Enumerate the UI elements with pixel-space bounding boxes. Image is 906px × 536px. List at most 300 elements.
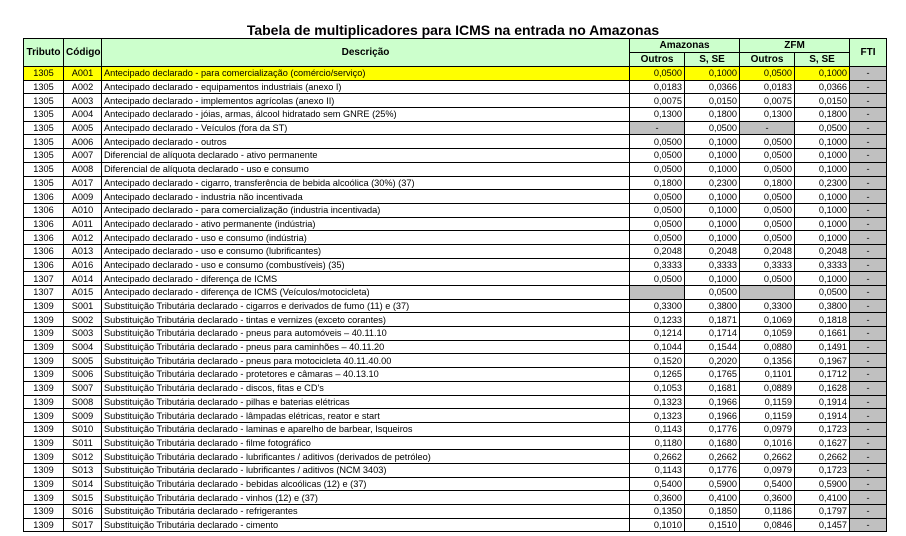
table-row xyxy=(24,272,887,286)
cell-descricao: Antecipado declarado - diferença de ICMS (Veículos/motocicleta) xyxy=(102,286,630,300)
cell-am-outros: 0,1520 xyxy=(630,354,685,368)
cell-tributo: 1306 xyxy=(24,203,64,217)
cell-descricao: Antecipado declarado - cigarro, transferência de bebida alcoólica (30%) (37) xyxy=(102,176,630,190)
cell-tributo: 1305 xyxy=(24,176,64,190)
table-row xyxy=(24,67,887,81)
cell-zfm-outros: 0,1016 xyxy=(740,436,795,450)
cell-tributo: 1307 xyxy=(24,272,64,286)
cell-tributo: 1305 xyxy=(24,108,64,122)
cell-zfm-outros: 0,0500 xyxy=(740,272,795,286)
table-row xyxy=(24,244,887,258)
cell-codigo: S005 xyxy=(64,354,102,368)
cell-tributo: 1309 xyxy=(24,354,64,368)
cell-descricao: Diferencial de alíquota declarado - uso e consumo xyxy=(102,162,630,176)
cell-am-outros: 0,0500 xyxy=(630,162,685,176)
cell-am-outros: 0,1180 xyxy=(630,436,685,450)
cell-zfm-outros: 0,0500 xyxy=(740,190,795,204)
cell-am-outros: 0,0075 xyxy=(630,94,685,108)
cell-zfm-sse: 0,1000 xyxy=(795,190,850,204)
cell-descricao: Antecipado declarado - jóias, armas, álcool hidratado sem GNRE (25%) xyxy=(102,108,630,122)
cell-tributo: 1305 xyxy=(24,162,64,176)
cell-codigo: A013 xyxy=(64,244,102,258)
cell-zfm-outros: 0,0183 xyxy=(740,80,795,94)
cell-zfm-sse: 0,2662 xyxy=(795,450,850,464)
cell-zfm-sse: 0,1000 xyxy=(795,217,850,231)
cell-tributo: 1309 xyxy=(24,505,64,519)
cell-zfm-outros: - xyxy=(740,121,795,135)
cell-tributo: 1306 xyxy=(24,231,64,245)
cell-am-outros: 0,0500 xyxy=(630,272,685,286)
cell-zfm-sse: 0,0150 xyxy=(795,94,850,108)
cell-descricao: Antecipado declarado - uso e consumo (combustíveis) (35) xyxy=(102,258,630,272)
cell-fti: - xyxy=(850,121,887,135)
cell-codigo: S003 xyxy=(64,327,102,341)
table-row xyxy=(24,108,887,122)
cell-codigo: S010 xyxy=(64,422,102,436)
cell-tributo: 1305 xyxy=(24,67,64,81)
cell-zfm-outros: 0,0979 xyxy=(740,463,795,477)
cell-fti: - xyxy=(850,491,887,505)
cell-am-sse: 0,2020 xyxy=(685,354,740,368)
cell-zfm-sse: 0,1800 xyxy=(795,108,850,122)
col-header-zfm-outros: Outros xyxy=(740,53,795,67)
table-row xyxy=(24,80,887,94)
cell-am-outros: 0,5400 xyxy=(630,477,685,491)
cell-zfm-sse: 0,0500 xyxy=(795,121,850,135)
cell-am-sse: 0,1000 xyxy=(685,135,740,149)
cell-tributo: 1309 xyxy=(24,518,64,532)
cell-codigo: A002 xyxy=(64,80,102,94)
cell-zfm-sse: 0,0500 xyxy=(795,286,850,300)
cell-am-sse: 0,1000 xyxy=(685,149,740,163)
cell-tributo: 1309 xyxy=(24,422,64,436)
cell-descricao: Antecipado declarado - uso e consumo (lubrificantes) xyxy=(102,244,630,258)
cell-tributo: 1309 xyxy=(24,463,64,477)
cell-codigo: S011 xyxy=(64,436,102,450)
cell-am-sse: 0,0500 xyxy=(685,121,740,135)
cell-zfm-outros: 0,0500 xyxy=(740,231,795,245)
cell-zfm-outros xyxy=(740,286,795,300)
cell-am-sse: 0,0500 xyxy=(685,286,740,300)
cell-tributo: 1306 xyxy=(24,190,64,204)
cell-codigo: S004 xyxy=(64,340,102,354)
table-row xyxy=(24,381,887,395)
table-row xyxy=(24,354,887,368)
cell-am-outros: 0,3600 xyxy=(630,491,685,505)
cell-descricao: Substituição Tributária declarado - discos, fitas e CD's xyxy=(102,381,630,395)
cell-tributo: 1309 xyxy=(24,340,64,354)
cell-fti: - xyxy=(850,149,887,163)
cell-am-outros: 0,0500 xyxy=(630,135,685,149)
cell-tributo: 1309 xyxy=(24,450,64,464)
cell-am-outros: 0,1323 xyxy=(630,409,685,423)
cell-fti: - xyxy=(850,299,887,313)
col-header-fti: FTI xyxy=(850,39,887,67)
cell-zfm-outros: 0,0500 xyxy=(740,67,795,81)
cell-zfm-sse: 0,1000 xyxy=(795,67,850,81)
cell-am-outros: 0,1233 xyxy=(630,313,685,327)
cell-am-sse: 0,1850 xyxy=(685,505,740,519)
cell-descricao: Substituição Tributária declarado - refrigerantes xyxy=(102,505,630,519)
cell-descricao: Substituição Tributária declarado - cimento xyxy=(102,518,630,532)
cell-descricao: Antecipado declarado - para comercialização (comércio/serviço) xyxy=(102,67,630,81)
cell-tributo: 1309 xyxy=(24,313,64,327)
col-header-am-outros: Outros xyxy=(630,53,685,67)
cell-am-outros: 0,0500 xyxy=(630,231,685,245)
cell-codigo: A010 xyxy=(64,203,102,217)
cell-am-outros: 0,1800 xyxy=(630,176,685,190)
cell-fti: - xyxy=(850,272,887,286)
cell-zfm-outros: 0,1800 xyxy=(740,176,795,190)
cell-am-sse: 0,1776 xyxy=(685,422,740,436)
cell-descricao: Antecipado declarado - diferença de ICMS xyxy=(102,272,630,286)
cell-descricao: Substituição Tributária declarado - tintas e vernizes (exceto corantes) xyxy=(102,313,630,327)
cell-zfm-outros: 0,3300 xyxy=(740,299,795,313)
cell-zfm-sse: 0,1818 xyxy=(795,313,850,327)
col-header-amazonas: Amazonas xyxy=(630,39,740,53)
cell-zfm-sse: 0,2300 xyxy=(795,176,850,190)
cell-zfm-sse: 0,1628 xyxy=(795,381,850,395)
cell-codigo: A005 xyxy=(64,121,102,135)
cell-zfm-sse: 0,3800 xyxy=(795,299,850,313)
cell-am-sse: 0,1000 xyxy=(685,67,740,81)
cell-fti: - xyxy=(850,381,887,395)
cell-fti: - xyxy=(850,258,887,272)
cell-zfm-sse: 0,1000 xyxy=(795,203,850,217)
cell-fti: - xyxy=(850,518,887,532)
cell-descricao: Substituição Tributária declarado - bebidas alcoólicas (12) e (37) xyxy=(102,477,630,491)
cell-fti: - xyxy=(850,176,887,190)
cell-zfm-sse: 0,4100 xyxy=(795,491,850,505)
cell-codigo: A003 xyxy=(64,94,102,108)
cell-am-sse: 0,1871 xyxy=(685,313,740,327)
table-row xyxy=(24,368,887,382)
cell-am-outros: 0,0500 xyxy=(630,149,685,163)
cell-fti: - xyxy=(850,422,887,436)
cell-codigo: S017 xyxy=(64,518,102,532)
cell-fti: - xyxy=(850,286,887,300)
cell-tributo: 1309 xyxy=(24,381,64,395)
cell-zfm-sse: 0,1914 xyxy=(795,409,850,423)
cell-zfm-outros: 0,0500 xyxy=(740,203,795,217)
cell-zfm-outros: 0,2662 xyxy=(740,450,795,464)
cell-zfm-outros: 0,0500 xyxy=(740,217,795,231)
cell-am-outros: 0,0500 xyxy=(630,217,685,231)
cell-tributo: 1305 xyxy=(24,80,64,94)
cell-fti: - xyxy=(850,450,887,464)
cell-am-sse: 0,1000 xyxy=(685,217,740,231)
cell-zfm-outros: 0,1069 xyxy=(740,313,795,327)
cell-fti: - xyxy=(850,217,887,231)
cell-descricao: Substituição Tributária declarado - lâmpadas elétricas, reator e start xyxy=(102,409,630,423)
cell-codigo: A017 xyxy=(64,176,102,190)
multipliers-table xyxy=(23,38,887,532)
cell-codigo: S006 xyxy=(64,368,102,382)
cell-fti: - xyxy=(850,368,887,382)
cell-am-outros xyxy=(630,286,685,300)
cell-zfm-sse: 0,1723 xyxy=(795,422,850,436)
cell-codigo: A009 xyxy=(64,190,102,204)
cell-fti: - xyxy=(850,135,887,149)
table-row xyxy=(24,477,887,491)
cell-zfm-sse: 0,1491 xyxy=(795,340,850,354)
cell-zfm-outros: 0,1159 xyxy=(740,409,795,423)
cell-zfm-outros: 0,1059 xyxy=(740,327,795,341)
cell-descricao: Substituição Tributária declarado - lubrificantes / aditivos (NCM 3403) xyxy=(102,463,630,477)
cell-tributo: 1309 xyxy=(24,299,64,313)
cell-am-sse: 0,1776 xyxy=(685,463,740,477)
cell-tributo: 1306 xyxy=(24,258,64,272)
cell-am-sse: 0,1000 xyxy=(685,231,740,245)
table-row xyxy=(24,203,887,217)
cell-am-sse: 0,1000 xyxy=(685,203,740,217)
table-row xyxy=(24,286,887,300)
cell-tributo: 1309 xyxy=(24,327,64,341)
cell-codigo: S016 xyxy=(64,505,102,519)
cell-zfm-sse: 0,1000 xyxy=(795,231,850,245)
table-row xyxy=(24,135,887,149)
cell-zfm-sse: 0,1000 xyxy=(795,272,850,286)
cell-am-sse: 0,4100 xyxy=(685,491,740,505)
cell-zfm-sse: 0,1661 xyxy=(795,327,850,341)
cell-descricao: Antecipado declarado - Veículos (fora da ST) xyxy=(102,121,630,135)
cell-descricao: Substituição Tributária declarado - filme fotográfico xyxy=(102,436,630,450)
cell-fti: - xyxy=(850,354,887,368)
col-header-zfm: ZFM xyxy=(740,39,850,53)
cell-fti: - xyxy=(850,244,887,258)
col-header-descricao: Descrição xyxy=(102,39,630,67)
cell-am-sse: 0,2300 xyxy=(685,176,740,190)
cell-am-sse: 0,1000 xyxy=(685,162,740,176)
cell-zfm-outros: 0,3600 xyxy=(740,491,795,505)
cell-zfm-sse: 0,1723 xyxy=(795,463,850,477)
cell-am-sse: 0,1681 xyxy=(685,381,740,395)
cell-codigo: S012 xyxy=(64,450,102,464)
cell-codigo: A007 xyxy=(64,149,102,163)
cell-am-sse: 0,2662 xyxy=(685,450,740,464)
cell-am-sse: 0,0366 xyxy=(685,80,740,94)
cell-am-outros: 0,3333 xyxy=(630,258,685,272)
cell-fti: - xyxy=(850,80,887,94)
cell-zfm-outros: 0,0880 xyxy=(740,340,795,354)
cell-am-outros: 0,1214 xyxy=(630,327,685,341)
table-row xyxy=(24,231,887,245)
cell-zfm-sse: 0,0366 xyxy=(795,80,850,94)
cell-am-outros: 0,2048 xyxy=(630,244,685,258)
cell-descricao: Substituição Tributária declarado - pneus para caminhões – 40.11.20 xyxy=(102,340,630,354)
cell-descricao: Antecipado declarado - para comercialização (industria incentivada) xyxy=(102,203,630,217)
cell-am-sse: 0,1680 xyxy=(685,436,740,450)
cell-zfm-outros: 0,0979 xyxy=(740,422,795,436)
table-row xyxy=(24,340,887,354)
cell-tributo: 1306 xyxy=(24,244,64,258)
cell-am-sse: 0,3800 xyxy=(685,299,740,313)
cell-fti: - xyxy=(850,505,887,519)
cell-fti: - xyxy=(850,162,887,176)
cell-am-sse: 0,1800 xyxy=(685,108,740,122)
table-row xyxy=(24,463,887,477)
table-row xyxy=(24,518,887,532)
cell-codigo: S015 xyxy=(64,491,102,505)
cell-descricao: Substituição Tributária declarado - vinhos (12) e (37) xyxy=(102,491,630,505)
cell-zfm-sse: 0,1914 xyxy=(795,395,850,409)
cell-am-outros: 0,2662 xyxy=(630,450,685,464)
cell-tributo: 1309 xyxy=(24,491,64,505)
cell-descricao: Antecipado declarado - ativo permanente (indústria) xyxy=(102,217,630,231)
cell-codigo: S001 xyxy=(64,299,102,313)
cell-am-outros: 0,0183 xyxy=(630,80,685,94)
table-row xyxy=(24,149,887,163)
cell-descricao: Antecipado declarado - equipamentos industriais (anexo I) xyxy=(102,80,630,94)
table-row xyxy=(24,162,887,176)
cell-descricao: Antecipado declarado - industria não incentivada xyxy=(102,190,630,204)
cell-descricao: Diferencial de alíquota declarado - ativo permanente xyxy=(102,149,630,163)
table-row xyxy=(24,258,887,272)
cell-zfm-outros: 0,1159 xyxy=(740,395,795,409)
cell-codigo: A016 xyxy=(64,258,102,272)
cell-codigo: S007 xyxy=(64,381,102,395)
table-row xyxy=(24,436,887,450)
cell-tributo: 1309 xyxy=(24,409,64,423)
cell-fti: - xyxy=(850,94,887,108)
cell-fti: - xyxy=(850,327,887,341)
cell-am-outros: 0,1300 xyxy=(630,108,685,122)
cell-codigo: S002 xyxy=(64,313,102,327)
table-row xyxy=(24,491,887,505)
cell-fti: - xyxy=(850,409,887,423)
cell-codigo: A012 xyxy=(64,231,102,245)
table-row xyxy=(24,505,887,519)
cell-fti: - xyxy=(850,395,887,409)
cell-zfm-sse: 0,2048 xyxy=(795,244,850,258)
cell-fti: - xyxy=(850,436,887,450)
cell-am-sse: 0,2048 xyxy=(685,244,740,258)
cell-am-outros: - xyxy=(630,121,685,135)
table-row xyxy=(24,299,887,313)
cell-am-sse: 0,1966 xyxy=(685,395,740,409)
header-row-top xyxy=(24,39,887,53)
cell-zfm-sse: 0,3333 xyxy=(795,258,850,272)
cell-zfm-outros: 0,0500 xyxy=(740,149,795,163)
cell-tributo: 1309 xyxy=(24,477,64,491)
cell-zfm-outros: 0,0889 xyxy=(740,381,795,395)
table-row xyxy=(24,327,887,341)
cell-fti: - xyxy=(850,340,887,354)
cell-am-outros: 0,1044 xyxy=(630,340,685,354)
cell-am-outros: 0,3300 xyxy=(630,299,685,313)
cell-zfm-outros: 0,1186 xyxy=(740,505,795,519)
table-row xyxy=(24,176,887,190)
cell-tributo: 1305 xyxy=(24,149,64,163)
cell-zfm-sse: 0,1000 xyxy=(795,149,850,163)
cell-codigo: A008 xyxy=(64,162,102,176)
cell-zfm-sse: 0,5900 xyxy=(795,477,850,491)
cell-am-sse: 0,1966 xyxy=(685,409,740,423)
cell-am-sse: 0,5900 xyxy=(685,477,740,491)
table-row xyxy=(24,94,887,108)
cell-am-outros: 0,1143 xyxy=(630,422,685,436)
cell-zfm-sse: 0,1712 xyxy=(795,368,850,382)
cell-tributo: 1305 xyxy=(24,135,64,149)
cell-am-sse: 0,0150 xyxy=(685,94,740,108)
cell-am-sse: 0,1000 xyxy=(685,190,740,204)
cell-am-sse: 0,3333 xyxy=(685,258,740,272)
cell-zfm-outros: 0,0500 xyxy=(740,162,795,176)
cell-codigo: A011 xyxy=(64,217,102,231)
cell-fti: - xyxy=(850,231,887,245)
cell-tributo: 1305 xyxy=(24,94,64,108)
cell-descricao: Substituição Tributária declarado - laminas e aparelho de barbear, Isqueiros xyxy=(102,422,630,436)
cell-fti: - xyxy=(850,313,887,327)
table-row xyxy=(24,190,887,204)
cell-zfm-outros: 0,0500 xyxy=(740,135,795,149)
cell-codigo: A014 xyxy=(64,272,102,286)
cell-descricao: Substituição Tributária declarado - cigarros e derivados de fumo (11) e (37) xyxy=(102,299,630,313)
cell-zfm-sse: 0,1457 xyxy=(795,518,850,532)
cell-descricao: Substituição Tributária declarado - pneus para automóveis – 40.11.10 xyxy=(102,327,630,341)
col-header-am-sse: S, SE xyxy=(685,53,740,67)
cell-am-outros: 0,0500 xyxy=(630,190,685,204)
table-row xyxy=(24,121,887,135)
cell-fti: - xyxy=(850,203,887,217)
cell-zfm-outros: 0,5400 xyxy=(740,477,795,491)
cell-am-sse: 0,1544 xyxy=(685,340,740,354)
cell-descricao: Antecipado declarado - uso e consumo (indústria) xyxy=(102,231,630,245)
cell-am-outros: 0,1265 xyxy=(630,368,685,382)
cell-codigo: S014 xyxy=(64,477,102,491)
table-row xyxy=(24,313,887,327)
cell-am-outros: 0,0500 xyxy=(630,67,685,81)
cell-codigo: A001 xyxy=(64,67,102,81)
cell-tributo: 1309 xyxy=(24,368,64,382)
cell-am-outros: 0,1143 xyxy=(630,463,685,477)
cell-descricao: Substituição Tributária declarado - pneus para motocicleta 40.11.40.00 xyxy=(102,354,630,368)
cell-fti: - xyxy=(850,67,887,81)
cell-codigo: A004 xyxy=(64,108,102,122)
cell-tributo: 1306 xyxy=(24,217,64,231)
cell-am-outros: 0,1350 xyxy=(630,505,685,519)
cell-zfm-sse: 0,1967 xyxy=(795,354,850,368)
cell-descricao: Substituição Tributária declarado - pilhas e baterias elétricas xyxy=(102,395,630,409)
cell-zfm-sse: 0,1797 xyxy=(795,505,850,519)
col-header-zfm-sse: S, SE xyxy=(795,53,850,67)
cell-zfm-sse: 0,1000 xyxy=(795,162,850,176)
cell-fti: - xyxy=(850,108,887,122)
cell-tributo: 1309 xyxy=(24,395,64,409)
cell-descricao: Substituição Tributária declarado - lubrificantes / aditivos (derivados de petróleo) xyxy=(102,450,630,464)
cell-am-outros: 0,1323 xyxy=(630,395,685,409)
cell-zfm-outros: 0,1356 xyxy=(740,354,795,368)
cell-codigo: S013 xyxy=(64,463,102,477)
table-row xyxy=(24,395,887,409)
cell-am-sse: 0,1000 xyxy=(685,272,740,286)
table-row xyxy=(24,409,887,423)
cell-tributo: 1305 xyxy=(24,121,64,135)
cell-zfm-outros: 0,0075 xyxy=(740,94,795,108)
cell-codigo: S009 xyxy=(64,409,102,423)
cell-fti: - xyxy=(850,190,887,204)
cell-descricao: Antecipado declarado - outros xyxy=(102,135,630,149)
cell-am-sse: 0,1714 xyxy=(685,327,740,341)
cell-zfm-outros: 0,1300 xyxy=(740,108,795,122)
page-title: Tabela de multiplicadores para ICMS na entrada no Amazonas xyxy=(246,22,660,38)
col-header-tributo: Tributo xyxy=(24,39,64,67)
cell-am-sse: 0,1765 xyxy=(685,368,740,382)
cell-zfm-sse: 0,1627 xyxy=(795,436,850,450)
cell-am-outros: 0,0500 xyxy=(630,203,685,217)
cell-fti: - xyxy=(850,477,887,491)
table-row xyxy=(24,450,887,464)
